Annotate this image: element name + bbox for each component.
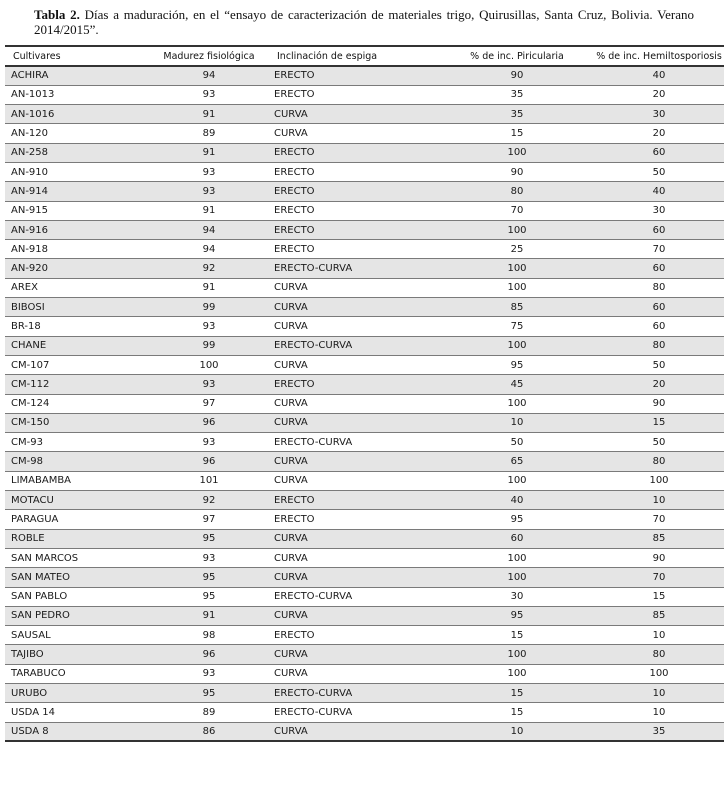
cell-hemiltosporiosis: 30: [583, 105, 724, 124]
table-row: [5, 182, 724, 201]
caption-label: Tabla 2.: [34, 7, 80, 22]
table-row: [5, 548, 724, 567]
table-row: [5, 124, 724, 143]
cell-madurez: 97: [153, 510, 265, 529]
cell-cultivar: CM-112: [5, 375, 153, 394]
cell-madurez: 99: [153, 298, 265, 317]
cell-inclinacion: ERECTO: [265, 510, 451, 529]
cell-piricularia: 15: [451, 684, 583, 703]
cell-cultivar: AN-914: [5, 182, 153, 201]
cell-madurez: 96: [153, 452, 265, 471]
cell-hemiltosporiosis: 80: [583, 278, 724, 297]
table-header: [5, 46, 724, 66]
cell-cultivar: CM-150: [5, 413, 153, 432]
cell-madurez: 94: [153, 240, 265, 259]
cell-hemiltosporiosis: 35: [583, 722, 724, 741]
cell-piricularia: 15: [451, 124, 583, 143]
cell-madurez: 91: [153, 278, 265, 297]
cell-cultivar: CM-124: [5, 394, 153, 413]
cell-piricularia: 100: [451, 143, 583, 162]
cell-hemiltosporiosis: 40: [583, 66, 724, 85]
cell-inclinacion: ERECTO: [265, 162, 451, 181]
table-row: [5, 510, 724, 529]
cell-inclinacion: CURVA: [265, 105, 451, 124]
cell-inclinacion: CURVA: [265, 355, 451, 374]
cell-piricularia: 25: [451, 240, 583, 259]
cell-madurez: 94: [153, 220, 265, 239]
cell-hemiltosporiosis: 70: [583, 240, 724, 259]
table-row: [5, 317, 724, 336]
table-row: [5, 703, 724, 722]
cell-piricularia: 100: [451, 336, 583, 355]
cell-inclinacion: ERECTO: [265, 182, 451, 201]
cell-madurez: 101: [153, 471, 265, 490]
cell-cultivar: USDA 14: [5, 703, 153, 722]
table-row: [5, 278, 724, 297]
cell-hemiltosporiosis: 40: [583, 182, 724, 201]
header-hemiltosporiosis: % de inc. Hemiltosporiosis: [583, 46, 724, 66]
data-table-container: [5, 45, 722, 742]
cell-hemiltosporiosis: 100: [583, 664, 724, 683]
cell-inclinacion: CURVA: [265, 568, 451, 587]
cell-inclinacion: ERECTO-CURVA: [265, 703, 451, 722]
cell-inclinacion: CURVA: [265, 645, 451, 664]
table-row: [5, 375, 724, 394]
cell-cultivar: ACHIRA: [5, 66, 153, 85]
cell-madurez: 97: [153, 394, 265, 413]
cell-cultivar: MOTACU: [5, 491, 153, 510]
cell-piricularia: 50: [451, 433, 583, 452]
cell-madurez: 93: [153, 85, 265, 104]
cell-piricularia: 10: [451, 413, 583, 432]
cell-inclinacion: CURVA: [265, 606, 451, 625]
table-row: [5, 394, 724, 413]
cell-madurez: 95: [153, 684, 265, 703]
cell-madurez: 91: [153, 201, 265, 220]
table-row: [5, 433, 724, 452]
cell-inclinacion: ERECTO-CURVA: [265, 587, 451, 606]
cell-inclinacion: CURVA: [265, 722, 451, 741]
table-row: [5, 529, 724, 548]
cell-inclinacion: CURVA: [265, 471, 451, 490]
cell-hemiltosporiosis: 20: [583, 124, 724, 143]
cell-cultivar: AN-920: [5, 259, 153, 278]
cell-madurez: 100: [153, 355, 265, 374]
cell-cultivar: BIBOSI: [5, 298, 153, 317]
table-row: [5, 491, 724, 510]
cell-piricularia: 95: [451, 606, 583, 625]
cell-piricularia: 60: [451, 529, 583, 548]
cell-piricularia: 100: [451, 645, 583, 664]
table-row: [5, 220, 724, 239]
cell-madurez: 91: [153, 606, 265, 625]
cell-hemiltosporiosis: 80: [583, 336, 724, 355]
cell-cultivar: SAN MARCOS: [5, 548, 153, 567]
cell-madurez: 96: [153, 413, 265, 432]
cell-inclinacion: ERECTO: [265, 66, 451, 85]
cell-hemiltosporiosis: 15: [583, 413, 724, 432]
table-body: [5, 66, 724, 741]
cell-inclinacion: ERECTO: [265, 220, 451, 239]
cell-inclinacion: CURVA: [265, 278, 451, 297]
cell-piricularia: 90: [451, 162, 583, 181]
cell-inclinacion: ERECTO-CURVA: [265, 259, 451, 278]
cell-hemiltosporiosis: 80: [583, 645, 724, 664]
table-row: [5, 259, 724, 278]
cell-hemiltosporiosis: 100: [583, 471, 724, 490]
cell-madurez: 93: [153, 664, 265, 683]
cell-inclinacion: CURVA: [265, 452, 451, 471]
cell-inclinacion: ERECTO-CURVA: [265, 336, 451, 355]
cell-hemiltosporiosis: 50: [583, 433, 724, 452]
cell-piricularia: 40: [451, 491, 583, 510]
cell-inclinacion: ERECTO: [265, 375, 451, 394]
cell-piricularia: 100: [451, 394, 583, 413]
maturation-table: [5, 45, 724, 742]
cell-piricularia: 100: [451, 259, 583, 278]
cell-cultivar: CM-107: [5, 355, 153, 374]
cell-piricularia: 15: [451, 626, 583, 645]
cell-inclinacion: CURVA: [265, 394, 451, 413]
cell-cultivar: AN-1016: [5, 105, 153, 124]
cell-inclinacion: ERECTO: [265, 201, 451, 220]
cell-cultivar: BR-18: [5, 317, 153, 336]
cell-hemiltosporiosis: 60: [583, 317, 724, 336]
cell-hemiltosporiosis: 30: [583, 201, 724, 220]
cell-madurez: 92: [153, 491, 265, 510]
table-row: [5, 85, 724, 104]
cell-madurez: 91: [153, 143, 265, 162]
cell-hemiltosporiosis: 50: [583, 162, 724, 181]
cell-inclinacion: ERECTO: [265, 85, 451, 104]
table-row: [5, 355, 724, 374]
cell-madurez: 92: [153, 259, 265, 278]
cell-madurez: 93: [153, 182, 265, 201]
table-row: [5, 664, 724, 683]
cell-hemiltosporiosis: 20: [583, 85, 724, 104]
cell-madurez: 89: [153, 124, 265, 143]
cell-madurez: 94: [153, 66, 265, 85]
cell-madurez: 93: [153, 317, 265, 336]
cell-piricularia: 100: [451, 278, 583, 297]
cell-madurez: 91: [153, 105, 265, 124]
cell-cultivar: CHANE: [5, 336, 153, 355]
cell-cultivar: AN-918: [5, 240, 153, 259]
cell-cultivar: CM-93: [5, 433, 153, 452]
cell-hemiltosporiosis: 10: [583, 703, 724, 722]
cell-cultivar: SAN MATEO: [5, 568, 153, 587]
cell-madurez: 96: [153, 645, 265, 664]
cell-cultivar: TARABUCO: [5, 664, 153, 683]
cell-cultivar: SAN PEDRO: [5, 606, 153, 625]
cell-inclinacion: CURVA: [265, 529, 451, 548]
cell-cultivar: SAUSAL: [5, 626, 153, 645]
cell-piricularia: 100: [451, 664, 583, 683]
cell-cultivar: SAN PABLO: [5, 587, 153, 606]
cell-hemiltosporiosis: 10: [583, 491, 724, 510]
cell-piricularia: 35: [451, 85, 583, 104]
cell-cultivar: URUBO: [5, 684, 153, 703]
cell-madurez: 86: [153, 722, 265, 741]
cell-hemiltosporiosis: 60: [583, 220, 724, 239]
table-row: [5, 452, 724, 471]
cell-hemiltosporiosis: 15: [583, 587, 724, 606]
cell-cultivar: AN-910: [5, 162, 153, 181]
cell-hemiltosporiosis: 20: [583, 375, 724, 394]
table-row: [5, 336, 724, 355]
cell-cultivar: AN-1013: [5, 85, 153, 104]
table-row: [5, 66, 724, 85]
cell-madurez: 93: [153, 548, 265, 567]
cell-hemiltosporiosis: 60: [583, 259, 724, 278]
cell-madurez: 93: [153, 162, 265, 181]
header-cultivares: Cultivares: [5, 46, 153, 66]
cell-piricularia: 95: [451, 510, 583, 529]
cell-madurez: 95: [153, 529, 265, 548]
table-row: [5, 105, 724, 124]
cell-hemiltosporiosis: 60: [583, 298, 724, 317]
cell-piricularia: 90: [451, 66, 583, 85]
cell-hemiltosporiosis: 70: [583, 510, 724, 529]
cell-piricularia: 30: [451, 587, 583, 606]
cell-inclinacion: CURVA: [265, 317, 451, 336]
cell-piricularia: 85: [451, 298, 583, 317]
table-row: [5, 722, 724, 741]
cell-cultivar: LIMABAMBA: [5, 471, 153, 490]
cell-madurez: 95: [153, 587, 265, 606]
cell-piricularia: 100: [451, 220, 583, 239]
cell-piricularia: 95: [451, 355, 583, 374]
table-row: [5, 587, 724, 606]
cell-cultivar: AN-120: [5, 124, 153, 143]
cell-madurez: 95: [153, 568, 265, 587]
table-row: [5, 162, 724, 181]
table-row: [5, 568, 724, 587]
cell-hemiltosporiosis: 90: [583, 548, 724, 567]
cell-madurez: 99: [153, 336, 265, 355]
cell-piricularia: 35: [451, 105, 583, 124]
cell-inclinacion: ERECTO: [265, 491, 451, 510]
cell-hemiltosporiosis: 80: [583, 452, 724, 471]
table-row: [5, 471, 724, 490]
table-row: [5, 201, 724, 220]
cell-piricularia: 100: [451, 568, 583, 587]
cell-piricularia: 10: [451, 722, 583, 741]
cell-madurez: 93: [153, 375, 265, 394]
cell-inclinacion: ERECTO: [265, 143, 451, 162]
cell-cultivar: ROBLE: [5, 529, 153, 548]
header-madurez: Madurez fisiológica: [153, 46, 265, 66]
cell-inclinacion: ERECTO-CURVA: [265, 684, 451, 703]
cell-cultivar: CM-98: [5, 452, 153, 471]
cell-cultivar: TAJIBO: [5, 645, 153, 664]
cell-cultivar: AN-915: [5, 201, 153, 220]
header-row: [5, 46, 724, 66]
cell-cultivar: USDA 8: [5, 722, 153, 741]
cell-piricularia: 75: [451, 317, 583, 336]
table-row: [5, 298, 724, 317]
cell-inclinacion: CURVA: [265, 413, 451, 432]
header-piricularia: % de inc. Piricularia: [451, 46, 583, 66]
cell-piricularia: 65: [451, 452, 583, 471]
cell-madurez: 98: [153, 626, 265, 645]
cell-hemiltosporiosis: 10: [583, 626, 724, 645]
cell-hemiltosporiosis: 85: [583, 529, 724, 548]
cell-piricularia: 45: [451, 375, 583, 394]
cell-piricularia: 80: [451, 182, 583, 201]
cell-inclinacion: CURVA: [265, 664, 451, 683]
cell-piricularia: 100: [451, 471, 583, 490]
cell-cultivar: AN-258: [5, 143, 153, 162]
cell-hemiltosporiosis: 50: [583, 355, 724, 374]
cell-cultivar: AREX: [5, 278, 153, 297]
cell-piricularia: 100: [451, 548, 583, 567]
table-row: [5, 626, 724, 645]
header-inclinacion: Inclinación de espiga: [265, 46, 451, 66]
cell-inclinacion: CURVA: [265, 548, 451, 567]
cell-inclinacion: CURVA: [265, 298, 451, 317]
caption-text: Días a maduración, en el “ensayo de caracterización de materiales trigo, Quirusillas, Santa Cruz, Bolivia. Verano 2014/2015”.: [34, 7, 694, 37]
table-caption: [34, 7, 694, 37]
cell-piricularia: 70: [451, 201, 583, 220]
cell-cultivar: PARAGUA: [5, 510, 153, 529]
cell-inclinacion: ERECTO-CURVA: [265, 433, 451, 452]
cell-madurez: 89: [153, 703, 265, 722]
cell-cultivar: AN-916: [5, 220, 153, 239]
table-row: [5, 240, 724, 259]
cell-hemiltosporiosis: 10: [583, 684, 724, 703]
table-row: [5, 645, 724, 664]
cell-inclinacion: ERECTO: [265, 626, 451, 645]
table-row: [5, 684, 724, 703]
cell-hemiltosporiosis: 85: [583, 606, 724, 625]
cell-hemiltosporiosis: 60: [583, 143, 724, 162]
table-row: [5, 413, 724, 432]
cell-inclinacion: CURVA: [265, 124, 451, 143]
cell-hemiltosporiosis: 90: [583, 394, 724, 413]
table-row: [5, 143, 724, 162]
cell-inclinacion: ERECTO: [265, 240, 451, 259]
cell-hemiltosporiosis: 70: [583, 568, 724, 587]
cell-madurez: 93: [153, 433, 265, 452]
cell-piricularia: 15: [451, 703, 583, 722]
table-row: [5, 606, 724, 625]
